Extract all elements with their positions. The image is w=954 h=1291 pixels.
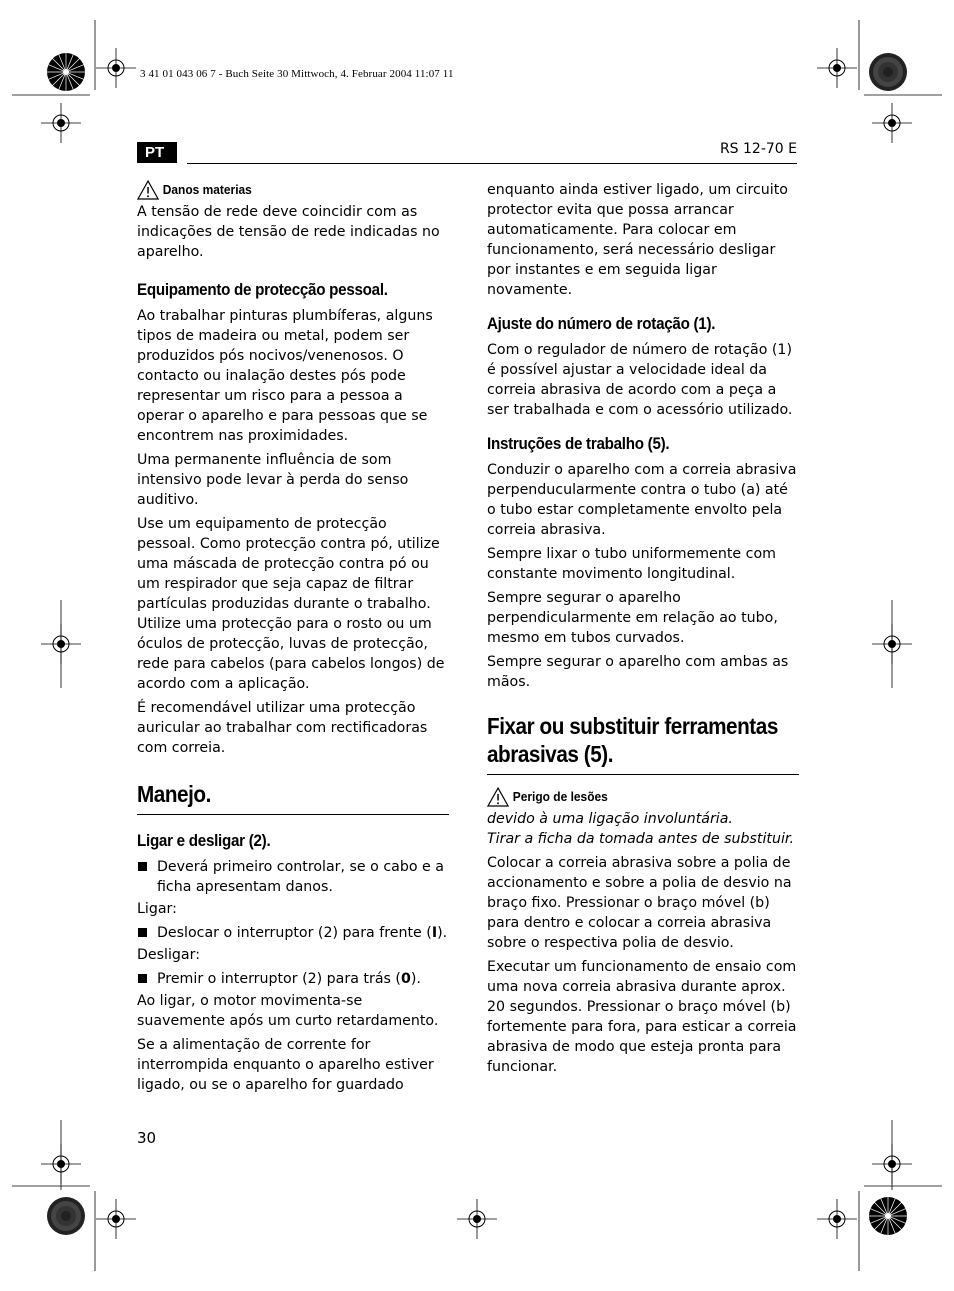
italic-note: devido à uma ligação involuntária. xyxy=(487,811,733,827)
right-column xyxy=(487,180,799,1081)
page-number: 30 xyxy=(137,1129,157,1147)
left-column xyxy=(137,180,449,1099)
paragraph: Conduzir o aparelho com a correia abrasiva perpenducularmente contra o tubo (a) até o tubo estar completamente envolto pela correia abrasiva. xyxy=(487,462,797,538)
model-name: RS 12-70 E xyxy=(719,141,797,157)
paragraph: Sempre segurar o aparelho com ambas as mãos. xyxy=(487,654,789,690)
bullet-square-icon xyxy=(138,974,147,983)
section-heading: Equipamento de protecção pessoal. xyxy=(137,281,388,299)
paragraph: Com o regulador de número de rotação (1) é possível ajustar a velocidade ideal da correia abrasiva de acordo com a peça a ser trabalhada e com o acessório utilizado. xyxy=(487,342,793,418)
warning-triangle-icon xyxy=(137,180,159,200)
print-job-line: 3 41 01 043 06 7 - Buch Seite 30 Mittwoch, 4. Februar 2004 11:07 11 xyxy=(140,68,454,80)
section-rule xyxy=(137,814,449,815)
paragraph: Ao ligar, o motor movimenta-se suavemente após um curto retardamento. xyxy=(137,993,439,1029)
section-heading: Ajuste do número de rotação (1). xyxy=(487,315,716,333)
paragraph: Desligar: xyxy=(137,947,200,963)
header-rule xyxy=(187,163,797,164)
section-rule xyxy=(487,774,799,775)
paragraph: É recomendável utilizar uma protecção auricular ao trabalhar com rectificadoras com correia. xyxy=(137,700,428,756)
section-title: Fixar ou substituir ferramentas abrasivas (5). xyxy=(487,713,778,767)
section-title: Manejo. xyxy=(137,781,211,807)
paragraph: Colocar a correia abrasiva sobre a polia de accionamento e sobre a polia de desvio na braço fixo. Pressionar o braço móvel (b) para dentro e colocar a correia abrasiva sobre o respectiva polia de desvio. xyxy=(487,855,792,951)
paragraph: Uma permanente influência de som intensivo pode levar à perda do senso auditivo. xyxy=(137,452,409,508)
paragraph: Use um equipamento de protecção pessoal. Como protecção contra pó, utilize uma máscada de protecção contra pó ou um respirador que seja capaz de filtrar partículas produzidas durante o trabalho. Utilize uma protecção para o rosto ou um óculos de protecção, luvas de protecção, rede para cabelos (para cabelos longos) de acordo com a aplicação. xyxy=(137,516,445,692)
paragraph: Ligar: xyxy=(137,901,177,917)
language-tag: PT xyxy=(137,142,177,163)
paragraph: enquanto ainda estiver ligado, um circuito protector evita que possa arrancar automaticamente. Para colocar em funcionamento, será necessário desligar por instantes e em seguida ligar novamente. xyxy=(487,182,788,298)
list-item: Premir o interruptor (2) para trás (0). xyxy=(137,969,449,989)
paragraph: Ao trabalhar pinturas plumbíferas, alguns tipos de madeira ou metal, podem ser produzidos pós nocivos/venenosos. O contacto ou inalação destes pós pode representar um risco para a pessoa a operar o aparelho e para pessoas que se encontrem nas proximidades. xyxy=(137,308,433,444)
bullet-square-icon xyxy=(138,862,147,871)
warning-heading xyxy=(487,787,774,807)
list-item: Deverá primeiro controlar, se o cabo e a ficha apresentam danos. xyxy=(137,857,449,897)
paragraph: Sempre lixar o tubo uniformemente com constante movimento longitudinal. xyxy=(487,546,776,582)
section-heading: Instruções de trabalho (5). xyxy=(487,435,670,453)
bullet-square-icon xyxy=(138,928,147,937)
warning-triangle-icon xyxy=(487,787,509,807)
warning-label: Perigo de lesões xyxy=(512,789,608,804)
warning-label: Danos materias xyxy=(162,182,252,197)
section-heading: Ligar e desligar (2). xyxy=(137,832,271,850)
warning-heading xyxy=(137,180,424,200)
italic-note: Tirar a ficha da tomada antes de substituir. xyxy=(487,831,794,847)
paragraph: A tensão de rede deve coincidir com as indicações de tensão de rede indicadas no aparelho. xyxy=(137,204,440,260)
paragraph: Executar um funcionamento de ensaio com uma nova correia abrasiva durante aprox. 20 segundos. Pressionar o braço móvel (b) fortemente para fora, para esticar a correia abrasiva de modo que esteja pronta para funcionar. xyxy=(487,959,797,1075)
list-item: Deslocar o interruptor (2) para frente (I). xyxy=(137,923,449,943)
paragraph: Se a alimentação de corrente for interrompida enquanto o aparelho estiver ligado, ou se o aparelho for guardado xyxy=(137,1037,434,1093)
paragraph: Sempre segurar o aparelho perpendicularmente em relação ao tubo, mesmo em tubos curvados. xyxy=(487,590,778,646)
